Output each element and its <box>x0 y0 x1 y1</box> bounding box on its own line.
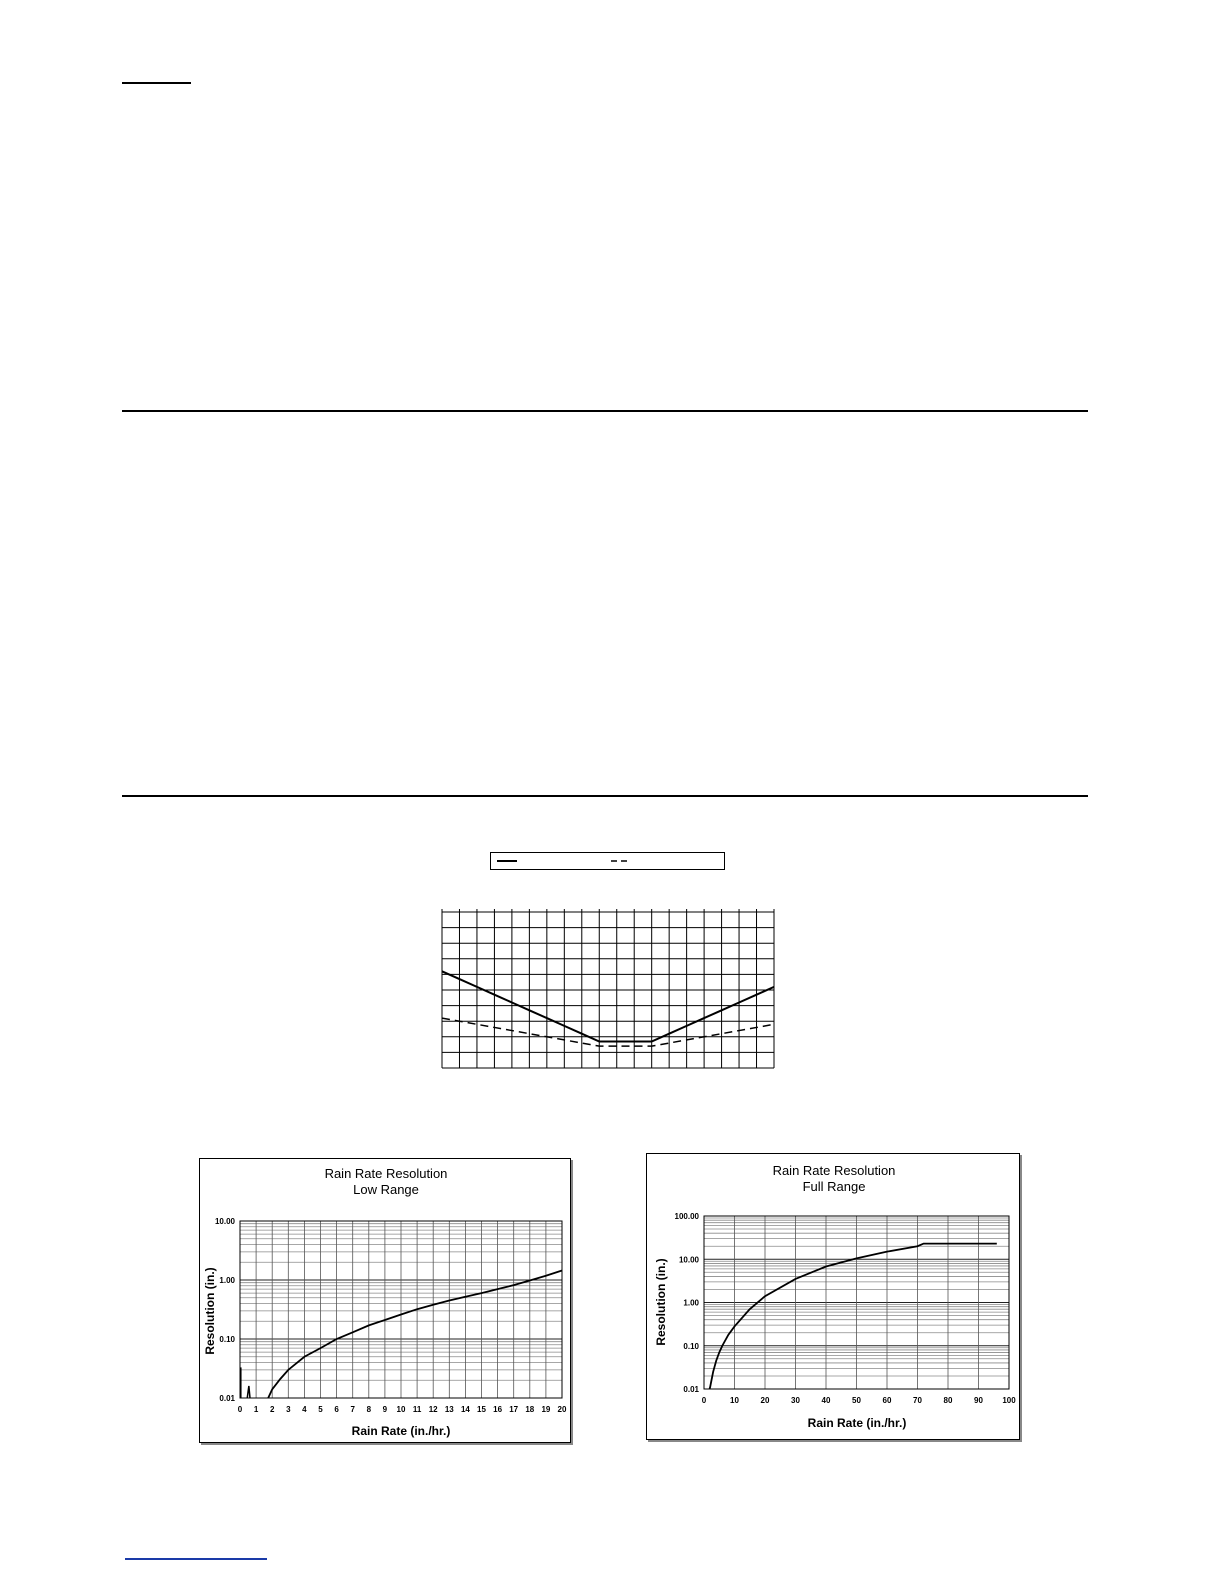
rain-full-x-tick-label: 50 <box>852 1396 861 1405</box>
rain-low-x-tick-label: 6 <box>334 1405 339 1414</box>
rain-low-x-tick-label: 16 <box>493 1405 503 1414</box>
rain-full-frame <box>646 1153 1020 1440</box>
rain-low-x-tick-label: 19 <box>541 1405 551 1414</box>
rain-low-x-tick-label: 15 <box>477 1405 486 1414</box>
rain-rate-low-chart <box>200 1159 570 1442</box>
legend-box <box>490 852 725 870</box>
rain-full-y-tick-label: 100.00 <box>674 1212 699 1221</box>
rain-low-y-tick-label: 10.00 <box>214 1217 235 1226</box>
rain-low-x-tick-label: 2 <box>269 1405 275 1414</box>
rain-full-x-tick-label: 80 <box>943 1396 953 1405</box>
temperature-line-chart <box>430 900 790 1080</box>
rain-full-x-tick-label: 10 <box>730 1396 739 1405</box>
rain-full-y-tick-label: 10.00 <box>678 1255 699 1265</box>
section-divider-1 <box>122 410 1088 412</box>
rain-low-x-tick-label: 10 <box>396 1405 406 1414</box>
rain-full-x-tick-label: 20 <box>760 1396 770 1405</box>
rain-low-x-tick-label: 17 <box>509 1405 519 1414</box>
rain-full-x-tick-label: 30 <box>791 1396 800 1405</box>
rain-low-title: Rain Rate Resolution <box>324 1166 448 1181</box>
rain-full-x-tick-label: 70 <box>913 1396 922 1405</box>
rain-low-y-tick-label: 0.01 <box>219 1394 235 1403</box>
temp-series-solid <box>442 971 774 1041</box>
rain-full-x-tick-label: 0 <box>701 1396 707 1405</box>
rain-low-x-tick-label: 0 <box>237 1405 243 1414</box>
rain-full-y-tick-label: 1.00 <box>683 1298 699 1308</box>
rain-full-subtitle: Full Range <box>802 1179 866 1194</box>
rain-low-spike <box>247 1386 250 1398</box>
rain-low-x-tick-label: 3 <box>286 1405 291 1414</box>
rain-low-ylabel: Resolution (in.) <box>203 1267 217 1355</box>
rain-low-x-tick-label: 18 <box>525 1405 535 1414</box>
rain-low-x-tick-label: 8 <box>366 1405 372 1414</box>
rain-low-x-tick-label: 12 <box>428 1405 438 1414</box>
rain-low-x-tick-label: 11 <box>412 1405 422 1414</box>
rain-low-x-tick-label: 13 <box>444 1405 454 1414</box>
rain-full-y-tick-label: 0.01 <box>683 1385 699 1394</box>
rain-full-x-tick-label: 90 <box>974 1396 983 1405</box>
rain-full-series-line <box>709 1244 996 1389</box>
rain-low-x-tick-label: 7 <box>350 1405 355 1414</box>
rain-full-y-tick-label: 0.10 <box>683 1341 699 1351</box>
rain-low-x-tick-label: 4 <box>302 1405 307 1414</box>
footer-link-rule <box>125 1558 267 1560</box>
rain-full-xlabel: Rain Rate (in./hr.) <box>807 1416 907 1430</box>
rain-low-subtitle: Low Range <box>353 1182 419 1197</box>
rain-low-xlabel: Rain Rate (in./hr.) <box>351 1424 451 1438</box>
rain-low-y-tick-label: 1.00 <box>219 1276 235 1285</box>
rain-full-x-tick-label: 40 <box>821 1396 831 1405</box>
rain-low-series-line <box>268 1270 562 1398</box>
rain-low-x-tick-label: 1 <box>253 1405 259 1414</box>
rain-low-x-tick-label: 20 <box>557 1405 567 1414</box>
rain-full-ylabel: Resolution (in.) <box>654 1258 668 1346</box>
rain-full-title: Rain Rate Resolution <box>772 1163 896 1178</box>
rain-low-x-tick-label: 5 <box>318 1405 323 1414</box>
rain-full-x-tick-label: 60 <box>882 1396 892 1405</box>
rain-low-x-tick-label: 14 <box>460 1405 470 1414</box>
rain-low-y-tick-label: 0.10 <box>219 1335 235 1344</box>
rain-low-frame <box>199 1158 571 1443</box>
top-short-rule <box>122 82 191 84</box>
section-divider-2 <box>122 795 1088 797</box>
rain-rate-full-chart <box>647 1154 1019 1439</box>
legend-swatches <box>491 853 724 869</box>
rain-low-x-tick-label: 9 <box>382 1405 388 1414</box>
rain-full-x-tick-label: 100 <box>1002 1396 1016 1405</box>
